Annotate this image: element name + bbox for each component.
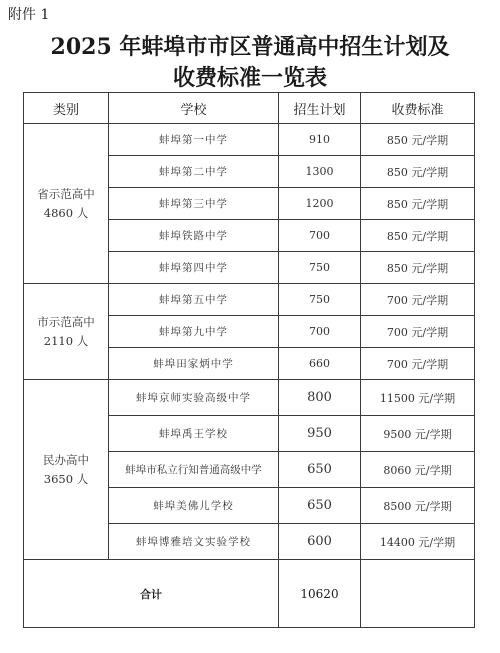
plan-count: 660	[279, 348, 361, 380]
header-plan: 招生计划	[279, 93, 361, 124]
table-header-row	[24, 93, 475, 124]
category-name: 市示范高中	[37, 314, 95, 329]
school-name: 蚌埠禹王学校	[109, 416, 279, 452]
category-total: 3650 人	[43, 471, 89, 486]
fee-standard: 700 元/学期	[361, 284, 475, 316]
fee-standard: 8060 元/学期	[361, 452, 475, 488]
school-name: 蚌埠京师实验高级中学	[109, 380, 279, 416]
fee-standard: 8500 元/学期	[361, 488, 475, 524]
total-fee-empty	[361, 560, 475, 628]
fee-standard: 700 元/学期	[361, 316, 475, 348]
table-row	[24, 380, 475, 416]
school-name: 蚌埠第二中学	[109, 156, 279, 188]
table-row	[24, 284, 475, 316]
category-total: 2110 人	[43, 333, 89, 348]
category-name: 民办高中	[43, 452, 89, 467]
plan-count: 950	[279, 416, 361, 452]
plan-count: 750	[279, 284, 361, 316]
plan-count: 750	[279, 252, 361, 284]
school-name: 蚌埠美佛儿学校	[109, 488, 279, 524]
school-name: 蚌埠博雅培文实验学校	[109, 524, 279, 560]
plan-count: 650	[279, 488, 361, 524]
category-cell	[24, 380, 109, 560]
fee-standard: 850 元/学期	[361, 252, 475, 284]
school-name: 蚌埠田家炳中学	[109, 348, 279, 380]
plan-count: 650	[279, 452, 361, 488]
school-name: 蚌埠铁路中学	[109, 220, 279, 252]
fee-standard: 850 元/学期	[361, 188, 475, 220]
header-school: 学校	[109, 93, 279, 124]
table-row	[24, 124, 475, 156]
category-cell	[24, 124, 109, 284]
plan-count: 700	[279, 316, 361, 348]
enrollment-fee-table	[23, 92, 475, 628]
fee-standard: 700 元/学期	[361, 348, 475, 380]
school-name: 蚌埠第四中学	[109, 252, 279, 284]
category-cell	[24, 284, 109, 380]
plan-count: 1300	[279, 156, 361, 188]
fee-standard: 850 元/学期	[361, 124, 475, 156]
fee-standard: 9500 元/学期	[361, 416, 475, 452]
attachment-label: 附件 1	[8, 7, 50, 23]
header-category: 类别	[24, 93, 109, 124]
school-name: 蚌埠第三中学	[109, 188, 279, 220]
fee-standard: 11500 元/学期	[361, 380, 475, 416]
category-total: 4860 人	[43, 205, 89, 220]
total-row	[24, 560, 475, 628]
plan-count: 700	[279, 220, 361, 252]
plan-count: 600	[279, 524, 361, 560]
category-name: 省示范高中	[37, 186, 95, 201]
plan-count: 800	[279, 380, 361, 416]
fee-standard: 850 元/学期	[361, 156, 475, 188]
total-label: 合计	[24, 560, 279, 628]
plan-count: 1200	[279, 188, 361, 220]
plan-count: 910	[279, 124, 361, 156]
total-value: 10620	[279, 560, 361, 628]
document-title-line1: 2025 年蚌埠市市区普通高中招生计划及	[50, 34, 450, 60]
school-name: 蚌埠第九中学	[109, 316, 279, 348]
document-title-line2: 收费标准一览表	[172, 65, 327, 91]
school-name: 蚌埠市私立行知普通高级中学	[109, 452, 279, 488]
header-fee: 收费标准	[361, 93, 475, 124]
fee-standard: 850 元/学期	[361, 220, 475, 252]
school-name: 蚌埠第一中学	[109, 124, 279, 156]
fee-standard: 14400 元/学期	[361, 524, 475, 560]
school-name: 蚌埠第五中学	[109, 284, 279, 316]
